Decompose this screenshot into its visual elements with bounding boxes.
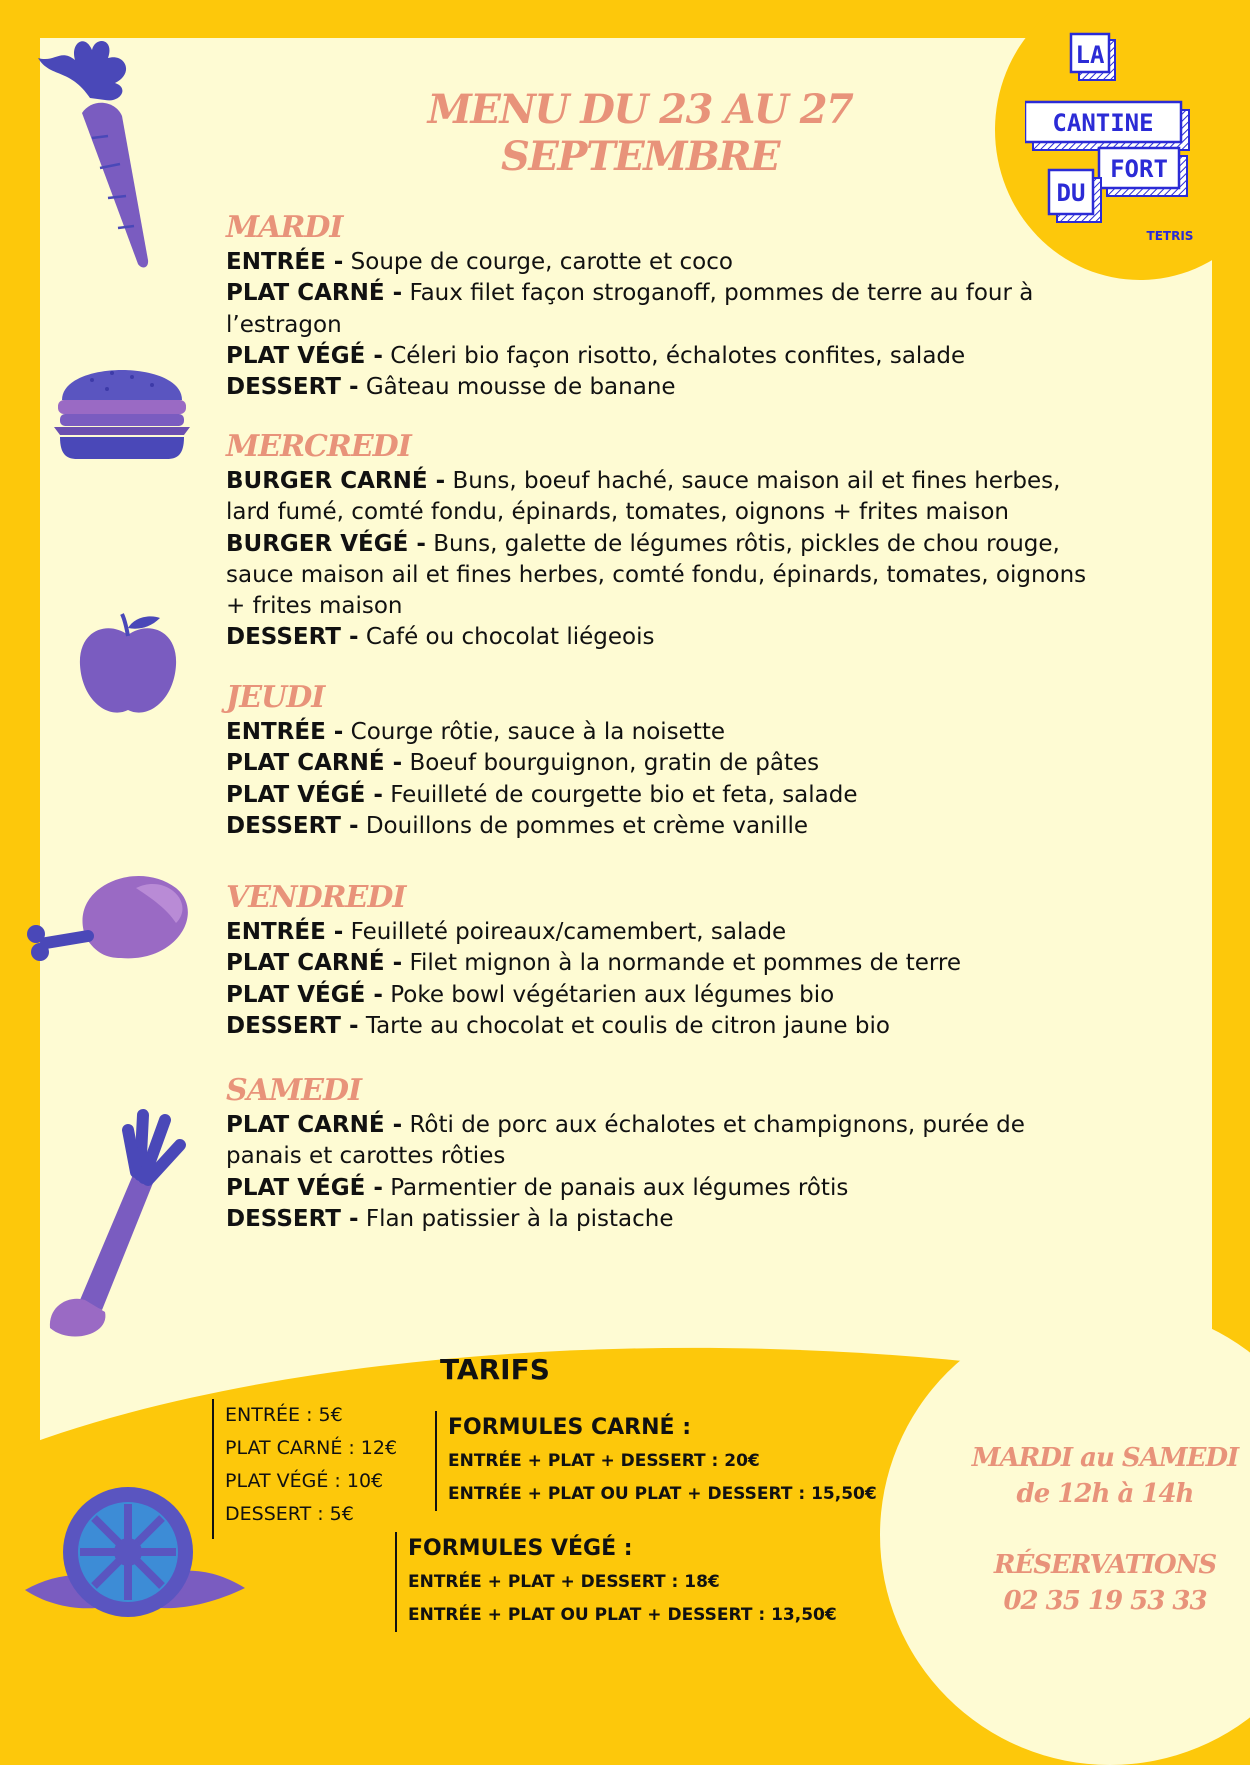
leek-icon: [40, 1100, 190, 1345]
day-vendredi: [226, 880, 1106, 1042]
price-item: PLAT CARNÉ : 12€: [225, 1437, 398, 1459]
menu-line: PLAT CARNÉ - Faux filet façon stroganoff, pommes de terre au four à l’estragon: [226, 280, 1034, 338]
menu-line: DESSERT - Douillons de pommes et crème vanille: [226, 812, 808, 839]
menu-line: PLAT CARNÉ - Rôti de porc aux échalotes et champignons, purée de panais et carottes rôties: [226, 1112, 1025, 1170]
logo-word-la: LA: [1075, 41, 1105, 69]
menu-line: DESSERT - Gâteau mousse de banane: [226, 374, 676, 401]
menu-line: DESSERT - Tarte au chocolat et coulis de citron jaune bio: [226, 1012, 890, 1039]
day-title: VENDREDI: [226, 880, 406, 915]
price-item: ENTRÉE : 5€: [225, 1404, 343, 1426]
formula-item: ENTRÉE + PLAT + DESSERT : 18€: [408, 1572, 720, 1592]
day-title: JEUDI: [226, 680, 325, 715]
menu-line: ENTRÉE - Soupe de courge, carotte et coco: [226, 249, 733, 275]
tarifs-title: TARIFS: [440, 1353, 550, 1386]
formules-vege-title: FORMULES VÉGÉ :: [408, 1536, 633, 1561]
menu-line: ENTRÉE - Courge rôtie, sauce à la noisette: [226, 719, 725, 745]
price-item: PLAT VÉGÉ : 10€: [225, 1470, 384, 1492]
apple-icon: [78, 610, 178, 720]
logo-word-du: DU: [1056, 179, 1086, 207]
phone-number[interactable]: 02 35 19 53 33: [1003, 1586, 1207, 1616]
day-mardi: [226, 210, 1106, 403]
menu-line: PLAT VÉGÉ - Poke bowl végétarien aux légumes bio: [226, 981, 835, 1008]
menu-line: PLAT CARNÉ - Filet mignon à la normande et pommes de terre: [226, 950, 962, 977]
formula-item: ENTRÉE + PLAT + DESSERT : 20€: [448, 1451, 760, 1471]
day-title: MARDI: [226, 210, 343, 245]
menu-line: PLAT CARNÉ - Boeuf bourguignon, gratin de pâtes: [226, 750, 820, 777]
opening-hours: [955, 1440, 1250, 1512]
formules-carne: [435, 1411, 877, 1511]
formules-vege: [395, 1532, 837, 1632]
price-item: DESSERT : 5€: [225, 1503, 354, 1525]
prices-list: [212, 1399, 397, 1539]
menu-line: PLAT VÉGÉ - Feuilleté de courgette bio et feta, salade: [226, 781, 858, 808]
menu-line: DESSERT - Café ou chocolat liégeois: [226, 624, 655, 651]
day-mercredi: [226, 429, 1106, 654]
day-jeudi: [226, 680, 1106, 842]
opening-days: MARDI au SAMEDI: [971, 1443, 1239, 1473]
opening-time: de 12h à 14h: [1016, 1479, 1194, 1509]
menu-line: PLAT VÉGÉ - Parmentier de panais aux légumes rôtis: [226, 1174, 849, 1201]
day-title: MERCREDI: [226, 429, 411, 464]
logo-word-fort: FORT: [1110, 155, 1168, 183]
carrot-icon: [30, 28, 160, 273]
formules-carne-title: FORMULES CARNÉ :: [448, 1415, 691, 1440]
day-title: SAMEDI: [226, 1073, 362, 1108]
menu-line: BURGER VÉGÉ - Buns, galette de légumes rôtis, pickles de chou rouge, sauce maison ail et fines herbes, comté fondu, épinards, tomates, oignons + frites maison: [226, 530, 1087, 620]
day-samedi: [226, 1073, 1106, 1235]
burger-icon: [52, 355, 192, 465]
reservations: [955, 1547, 1250, 1619]
menu-line: DESSERT - Flan patissier à la pistache: [226, 1205, 674, 1232]
menu-line: ENTRÉE - Feuilleté poireaux/camembert, salade: [226, 919, 787, 945]
logo-sub: TETRIS: [1146, 229, 1194, 243]
logo-word-cantine: CANTINE: [1052, 109, 1154, 137]
chicken-leg-icon: [26, 868, 196, 978]
menu-line: PLAT VÉGÉ - Céleri bio façon risotto, échalotes confites, salade: [226, 342, 966, 369]
menu-title: MENU DU 23 AU 27 SEPTEMBRE: [427, 86, 853, 180]
menu-line: BURGER CARNÉ - Buns, boeuf haché, sauce maison ail et fines herbes, lard fumé, comté fondu, épinards, tomates, oignons + frites maison: [226, 468, 1061, 526]
formula-item: ENTRÉE + PLAT OU PLAT + DESSERT : 13,50€: [408, 1605, 837, 1625]
formula-item: ENTRÉE + PLAT OU PLAT + DESSERT : 15,50€: [448, 1484, 877, 1504]
reservations-label: RÉSERVATIONS: [993, 1550, 1217, 1580]
